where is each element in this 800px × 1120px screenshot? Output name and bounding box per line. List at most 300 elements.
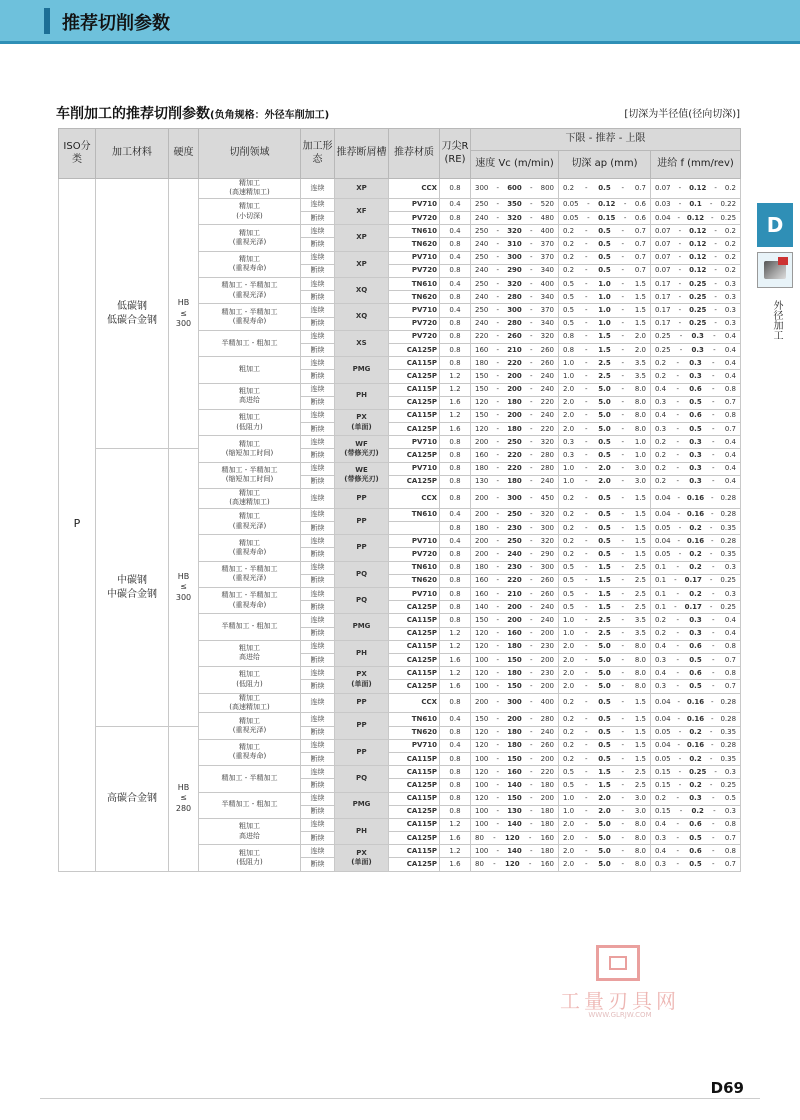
range-max: 2.0 (634, 332, 646, 341)
cutting-field-line: 粗加工 (239, 822, 260, 831)
range-dash: - (621, 305, 625, 314)
chip-breaker-line: XF (356, 206, 367, 215)
speed-range (471, 752, 559, 765)
feed-range (651, 739, 741, 752)
depth-range (559, 818, 651, 831)
speed-range (471, 779, 559, 792)
range-dash: - (621, 642, 625, 651)
range-max: 2.5 (634, 767, 646, 776)
feed-range (651, 614, 741, 627)
range-dash: - (621, 728, 625, 737)
grade: CA125P (389, 779, 440, 792)
range-max: 450 (540, 493, 554, 502)
feed-range-values (651, 643, 740, 650)
chip-breaker-line: WE (355, 465, 368, 474)
range-recommended: 180 (507, 728, 522, 737)
range-dash: - (584, 681, 588, 690)
range-dash: - (621, 451, 625, 460)
depth-range-values (559, 699, 650, 706)
depth-range (559, 792, 651, 805)
range-dash: - (584, 292, 588, 301)
range-dash: - (584, 240, 588, 249)
range-max: 3.0 (634, 477, 646, 486)
depth-range-values (559, 241, 650, 248)
range-min: 120 (475, 424, 489, 433)
range-dash: - (529, 477, 533, 486)
range-max: 240 (540, 385, 554, 394)
speed-range-values (471, 617, 558, 624)
range-dash: - (496, 493, 500, 502)
range-recommended: 5.0 (598, 668, 611, 677)
range-dash: - (496, 183, 500, 192)
range-dash: - (676, 464, 679, 473)
range-min: 2.0 (563, 681, 575, 690)
material-name: 高碳合金钢 (107, 792, 157, 804)
depth-range-values (559, 729, 650, 736)
range-recommended: 0.5 (598, 253, 611, 262)
range-recommended: 0.5 (598, 754, 611, 763)
speed-range-values (471, 670, 558, 677)
range-dash: - (496, 371, 500, 380)
cutting-field-line: 精加工 (239, 743, 260, 751)
range-recommended: 5.0 (598, 424, 611, 433)
footer-divider (40, 1098, 760, 1099)
range-dash: - (621, 253, 625, 262)
range-dash: - (676, 860, 679, 869)
feed-range-values (651, 795, 740, 802)
speed-range (471, 726, 559, 739)
range-max: 180 (540, 820, 554, 829)
depth-range-values (559, 577, 650, 584)
range-recommended: 5.0 (598, 655, 611, 664)
depth-range-values (559, 742, 650, 749)
feed-range-values (651, 861, 740, 868)
range-recommended: 0.5 (598, 226, 611, 235)
range-dash: - (621, 385, 625, 394)
range-dash: - (711, 213, 714, 222)
chip-breaker-line: WF (355, 439, 368, 448)
speed-range (471, 739, 559, 752)
range-recommended: 0.5 (689, 681, 702, 690)
range-dash: - (496, 411, 500, 420)
cutting-field-line: 精加工 (239, 202, 260, 211)
cutting-field (199, 225, 301, 251)
range-dash: - (496, 728, 500, 737)
cutting-field-line: 精加工 (239, 693, 260, 702)
range-dash: - (712, 846, 715, 855)
feed-range-values (651, 756, 740, 763)
range-min: 2.0 (563, 411, 575, 420)
range-recommended: 0.5 (598, 714, 611, 723)
speed-range (471, 653, 559, 666)
range-max: 220 (540, 767, 554, 776)
grade: PV710 (389, 251, 440, 264)
chip-breaker-line: PP (356, 493, 367, 502)
speed-range (471, 278, 559, 291)
depth-range-values (559, 617, 650, 624)
range-max: 0.8 (724, 820, 736, 829)
machining-form: 连续 (301, 561, 335, 574)
grade: PV720 (389, 330, 440, 343)
range-max: 240 (540, 728, 554, 737)
depth-range-values (559, 604, 650, 611)
range-min: 0.2 (563, 714, 575, 723)
machining-form: 断续 (301, 396, 335, 409)
range-dash: - (676, 589, 679, 598)
range-min: 0.04 (655, 714, 671, 723)
range-dash: - (678, 200, 682, 209)
depth-range (559, 278, 651, 291)
col-vc: 速度 Vc (m/min) (471, 151, 559, 179)
nose-radius: 1.2 (440, 818, 471, 831)
range-dash: - (496, 477, 500, 486)
speed-range-values (471, 729, 558, 736)
range-dash: - (621, 345, 625, 354)
cutting-field (199, 278, 301, 304)
range-min: 0.5 (563, 602, 575, 611)
cutting-field-line: 精加工 (239, 439, 260, 448)
cutting-field (199, 462, 301, 488)
range-max: 480 (540, 213, 554, 222)
speed-range (471, 343, 559, 356)
range-dash: - (709, 576, 713, 585)
range-dash: - (529, 563, 533, 572)
range-recommended: 0.12 (689, 183, 707, 192)
range-max: 260 (540, 589, 554, 598)
range-min: 0.15 (655, 780, 671, 789)
range-recommended: 0.3 (689, 615, 702, 624)
chip-breaker (335, 357, 389, 383)
feed-range (651, 304, 741, 317)
depth-range-values (559, 564, 650, 571)
feed-range (651, 396, 741, 409)
chip-breaker-line: PP (356, 543, 367, 552)
range-recommended: 0.12 (689, 240, 707, 249)
chip-breaker (335, 845, 389, 871)
chip-breaker-line: PMG (352, 365, 371, 374)
machining-form: 断续 (301, 601, 335, 614)
speed-range-values (471, 604, 558, 611)
grade: CA125P (389, 627, 440, 640)
range-max: 0.28 (720, 741, 737, 750)
range-dash: - (712, 668, 715, 677)
range-max: 8.0 (634, 668, 646, 677)
range-min: 0.04 (655, 493, 671, 502)
range-max: 0.2 (724, 240, 737, 249)
range-dash: - (529, 493, 533, 502)
range-recommended: 0.2 (689, 728, 702, 737)
range-max: 0.4 (724, 464, 736, 473)
range-max: 0.7 (634, 183, 646, 192)
range-dash: - (529, 398, 533, 407)
feed-range-values (651, 281, 740, 288)
depth-range-values (559, 412, 650, 419)
speed-range (471, 370, 559, 383)
range-max: 3.5 (634, 629, 646, 638)
speed-range-values (471, 439, 558, 446)
range-max: 0.35 (720, 728, 737, 737)
nose-radius: 0.4 (440, 278, 471, 291)
depth-range (559, 508, 651, 521)
machining-form: 连续 (301, 409, 335, 422)
range-max: 0.4 (724, 451, 736, 460)
range-max: 0.28 (720, 536, 737, 545)
depth-range-values (559, 756, 650, 763)
range-max: 0.5 (724, 794, 736, 803)
chip-breaker (335, 640, 389, 666)
range-min: 200 (475, 437, 489, 446)
machining-form: 断续 (301, 548, 335, 561)
depth-range-values (559, 769, 650, 776)
range-dash: - (496, 794, 500, 803)
speed-range-values (471, 320, 558, 327)
range-dash: - (529, 767, 533, 776)
depth-range (559, 640, 651, 653)
range-max: 0.3 (724, 767, 737, 776)
range-dash: - (584, 437, 588, 446)
range-min: 0.17 (655, 319, 671, 328)
range-dash: - (529, 655, 533, 664)
range-max: 0.7 (724, 860, 736, 869)
depth-range-values (559, 399, 650, 406)
range-dash: - (713, 345, 716, 354)
grade: TN620 (389, 574, 440, 587)
cutting-field-line: (小切深) (236, 211, 263, 220)
chapter-tab[interactable]: D (757, 203, 793, 247)
feed-range-values (651, 399, 740, 406)
feed-range (651, 251, 741, 264)
depth-range-values (559, 657, 650, 664)
speed-range-values (471, 254, 558, 261)
range-dash: - (496, 226, 500, 235)
range-max: 200 (540, 629, 554, 638)
range-max: 0.4 (724, 332, 737, 341)
range-recommended: 0.16 (686, 510, 705, 519)
range-recommended: 0.12 (689, 253, 707, 262)
range-min: 0.3 (655, 833, 667, 842)
range-recommended: 230 (507, 523, 522, 532)
range-dash: - (584, 794, 588, 803)
range-min: 0.5 (563, 576, 575, 585)
range-dash: - (621, 655, 625, 664)
machining-form: 连续 (301, 818, 335, 831)
cutting-field-line: (低阻力) (236, 422, 263, 431)
range-dash: - (678, 754, 682, 763)
range-max: 340 (540, 319, 554, 328)
range-min: 0.07 (655, 253, 671, 262)
range-dash: - (587, 213, 590, 222)
depth-range-values (559, 228, 650, 235)
speed-range (471, 522, 559, 535)
range-dash: - (621, 754, 625, 763)
grade: CA115P (389, 383, 440, 396)
range-recommended: 0.3 (691, 345, 704, 354)
feed-range (651, 845, 741, 858)
grade: PV710 (389, 588, 440, 601)
range-dash: - (496, 629, 500, 638)
range-min: 120 (475, 668, 489, 677)
range-min: 120 (475, 642, 489, 651)
feed-range (651, 462, 741, 475)
range-min: 250 (475, 253, 489, 262)
speed-range-values (471, 294, 558, 301)
feed-range-values (651, 347, 740, 354)
range-dash: - (678, 523, 682, 532)
range-dash: - (679, 332, 683, 341)
range-dash: - (711, 493, 714, 502)
range-max: 0.4 (724, 437, 736, 446)
range-dash: - (676, 655, 679, 664)
range-dash: - (496, 398, 500, 407)
range-dash: - (496, 385, 500, 394)
range-recommended: 5.0 (598, 385, 611, 394)
hardness-value: 280 (175, 803, 192, 813)
range-dash: - (529, 602, 533, 611)
range-min: 0.07 (655, 240, 671, 249)
depth-range-values (559, 320, 650, 327)
depth-range (559, 370, 651, 383)
feed-range (651, 653, 741, 666)
hardness-value: 300 (175, 592, 192, 602)
range-dash: - (584, 860, 588, 869)
range-max: 3.5 (634, 371, 646, 380)
range-min: 1.0 (563, 794, 575, 803)
range-recommended: 0.5 (598, 240, 611, 249)
machining-form: 连续 (301, 436, 335, 449)
nose-radius: 0.8 (440, 462, 471, 475)
grade: PV710 (389, 739, 440, 752)
range-recommended: 160 (507, 629, 522, 638)
range-dash: - (709, 523, 713, 532)
depth-range-values (559, 835, 650, 842)
range-recommended: 0.1 (689, 200, 702, 209)
range-dash: - (529, 728, 533, 737)
speed-range (471, 535, 559, 548)
range-recommended: 2.0 (598, 464, 611, 473)
cutting-field-line: 精加工 - 半精加工 (221, 774, 278, 783)
feed-range (651, 535, 741, 548)
grade: CCX (389, 693, 440, 713)
range-recommended: 0.3 (691, 332, 704, 341)
range-dash: - (496, 464, 500, 473)
range-dash: - (584, 451, 588, 460)
range-max: 0.22 (720, 200, 737, 209)
range-recommended: 0.5 (598, 266, 611, 275)
cutting-field (199, 198, 301, 224)
depth-range (559, 462, 651, 475)
grade: PV720 (389, 548, 440, 561)
range-dash: - (584, 305, 588, 314)
range-recommended: 0.5 (598, 437, 611, 446)
range-dash: - (712, 563, 715, 572)
range-min: 0.2 (655, 615, 667, 624)
grade: CA125P (389, 832, 440, 845)
hardness-value: ≤ (180, 308, 187, 318)
cutting-field (199, 383, 301, 409)
feed-range-values (651, 808, 740, 815)
range-min: 120 (475, 629, 489, 638)
range-dash: - (713, 332, 716, 341)
range-dash: - (529, 714, 533, 723)
grade: CA125P (389, 370, 440, 383)
range-min: 0.3 (655, 860, 667, 869)
range-dash: - (584, 464, 588, 473)
range-dash: - (584, 642, 588, 651)
range-recommended: 1.5 (598, 345, 611, 354)
range-dash: - (528, 860, 532, 869)
range-dash: - (584, 371, 588, 380)
range-dash: - (676, 424, 679, 433)
cutting-field (199, 818, 301, 844)
range-recommended: 210 (507, 345, 522, 354)
range-recommended: 0.6 (689, 668, 702, 677)
range-min: 0.2 (563, 523, 575, 532)
range-min: 2.0 (563, 642, 575, 651)
watermark-url: WWW.GLRJW.COM (588, 1011, 652, 1019)
nose-radius: 0.8 (440, 436, 471, 449)
range-min: 0.05 (563, 200, 579, 209)
range-recommended: 130 (507, 807, 522, 816)
range-min: 80 (475, 833, 484, 842)
speed-range (471, 805, 559, 818)
range-min: 0.4 (655, 642, 667, 651)
range-max: 320 (540, 510, 554, 519)
depth-range (559, 179, 651, 199)
nose-radius: 0.4 (440, 198, 471, 211)
range-dash: - (621, 464, 625, 473)
range-dash: - (496, 550, 500, 559)
range-dash: - (528, 833, 532, 842)
range-dash: - (621, 629, 625, 638)
range-recommended: 0.6 (689, 411, 702, 420)
range-dash: - (496, 714, 500, 723)
range-max: 8.0 (634, 860, 646, 869)
range-max: 240 (540, 477, 554, 486)
chip-breaker (335, 436, 389, 462)
chip-breaker (335, 818, 389, 844)
feed-range-values (651, 821, 740, 828)
page-number: D69 (710, 1079, 744, 1097)
range-recommended: 150 (507, 754, 522, 763)
range-recommended: 0.5 (598, 728, 611, 737)
range-dash: - (712, 385, 715, 394)
col-breaker: 推荐断屑槽 (335, 129, 389, 179)
grade: TN610 (389, 508, 440, 521)
range-max: 340 (540, 266, 554, 275)
range-dash: - (714, 279, 717, 288)
range-min: 0.8 (563, 345, 575, 354)
feed-range (651, 574, 741, 587)
range-dash: - (712, 411, 715, 420)
depth-range-values (559, 538, 650, 545)
machining-form: 连续 (301, 383, 335, 396)
speed-range-values (471, 241, 558, 248)
machining-form: 断续 (301, 779, 335, 792)
range-max: 220 (540, 398, 554, 407)
range-dash: - (714, 266, 717, 275)
chip-breaker-line: (带修光刃) (344, 448, 379, 457)
range-max: 0.2 (724, 253, 737, 262)
range-recommended: 0.3 (689, 371, 702, 380)
grade: CA115P (389, 792, 440, 805)
range-recommended: 2.0 (598, 794, 611, 803)
range-dash: - (677, 213, 680, 222)
feed-range-values (651, 835, 740, 842)
range-max: 8.0 (634, 820, 646, 829)
cutting-field-line: 精加工 - 半精加工 (221, 591, 278, 600)
cutting-field-line: (重视寿命) (232, 264, 267, 273)
machining-form: 连续 (301, 251, 335, 264)
